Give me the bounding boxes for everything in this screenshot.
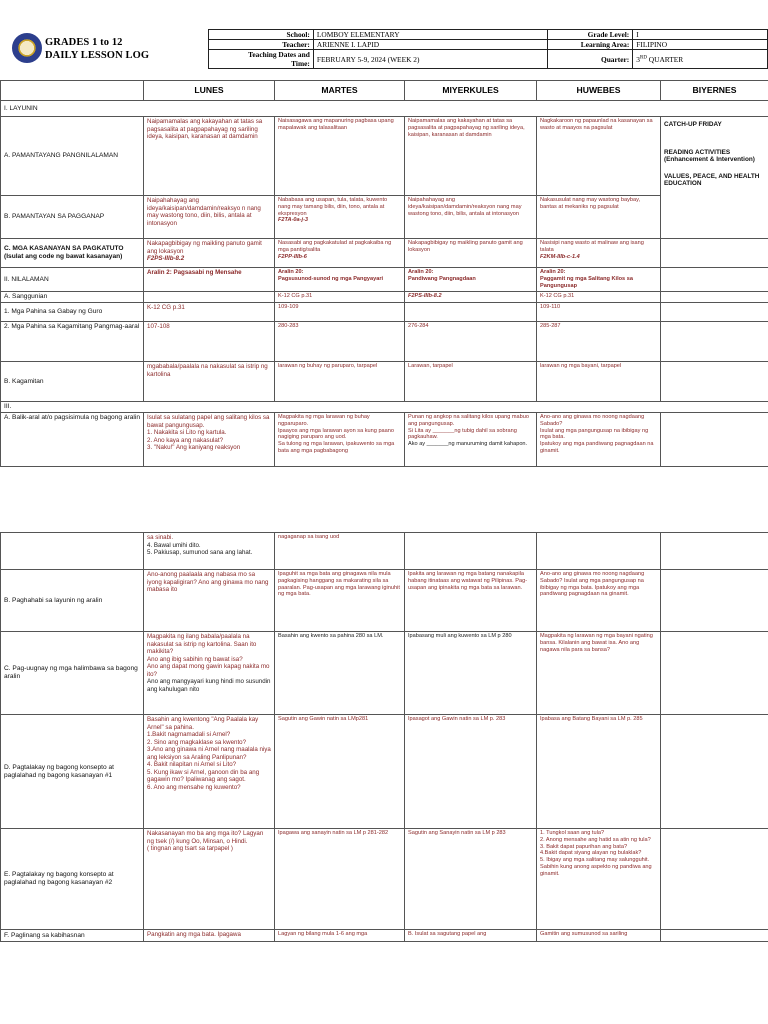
kagamitang-label: 2. Mga Pahina sa Kagamitang Pangmag-aaral	[1, 322, 144, 362]
pag-uugnay-martes: Basahin ang kwento sa pahina 280 sa LM.	[275, 632, 405, 715]
balik-martes-0: Magpakita ng mga larawan ng buhay ngparuparo.	[278, 414, 370, 427]
quarter-sup: RD	[639, 55, 647, 61]
c-lunes	[144, 239, 275, 268]
deped-seal-logo	[12, 33, 42, 63]
nilalaman-miyerkules-2: Pandiwang Pangnagdaan	[408, 275, 476, 282]
nilalaman-martes	[275, 268, 405, 292]
gabay-label: 1. Mga Pahina sa Gabay ng Guro	[1, 303, 144, 322]
a-miyerkules: Naipamamalas ang kakayahan at tatas sa pagsasalita at pagpapahayag ng sariling ideya, kaisipan, karanasan at damdamin	[405, 117, 537, 196]
paghahabi-martes: Ipaguhit sa mga bata ang ginagawa nila mula pagkagising hanggang sa makarating sila sa paaralan. Pag-usapan ang mga larawang iginuhit ng mga bata.	[275, 570, 405, 632]
pagtalakay-2-huwebes-4: 5. Ibigay ang mga salitang may salungguhit. Sabihin kung anong aspekto ng pandiwa ang ginamit.	[540, 857, 652, 877]
cont-lunes-1: 4. Bawal umihi dito.	[147, 541, 201, 549]
cont-lunes-2: 5. Pakiusap, sumunod sana ang lahat.	[147, 549, 253, 556]
gabay-miyerkules	[405, 303, 537, 322]
c-lunes-text: Nakapagbibigay ng maikling panuto gamit ang lokasyon	[147, 240, 262, 255]
school-label: School:	[209, 30, 314, 40]
pagtalakay-2-lunes	[144, 829, 275, 930]
kasanayan-label: C. MGA KASANAYAN SA PAGKATUTO (Isulat ang code ng bawat kasanayan)	[1, 239, 144, 268]
b-martes-text: Nababasa ang usapan, tula, talata, kuwento nang may tamang bilis, diin, tono, antala at ekspresyon	[278, 197, 388, 217]
cont-martes: nagaganap sa isang uod	[275, 533, 405, 570]
nilalaman-martes-1: Aralin 20:	[278, 269, 304, 275]
nilalaman-label: II. NILALAMAN	[1, 268, 144, 292]
pagtalakay-2-huwebes	[537, 829, 661, 930]
c-huwebes-code: F2KM-IIIb-c-1.4	[540, 253, 580, 260]
pagtalakay-1-lunes	[144, 715, 275, 829]
quarter-label: Quarter:	[548, 50, 633, 69]
pagtalakay-1-lunes-6: 6. Ano ang mensahe ng kuwento?	[147, 783, 241, 791]
gabay-huwebes: 109-110	[537, 303, 661, 322]
kagamitan-huwebes: larawan ng mga bayani, tarpapel	[537, 362, 661, 402]
kagamitan-label: B. Kagamitan	[1, 362, 144, 402]
pagtalakay-1-lunes-4: 4. Bakit nilapitan ni Arnel si Lito?	[147, 761, 237, 768]
nilalaman-miyerkules	[405, 268, 537, 292]
row-paghahabi	[1, 570, 768, 632]
pagtalakay-2-huwebes-0: 1. Tungkol saan ang tula?	[540, 830, 605, 836]
cont-huwebes	[537, 533, 661, 570]
row-sanggunian	[1, 292, 768, 303]
kagamitang-huwebes: 285-287	[537, 322, 661, 362]
title-line2: DAILY LESSON LOG	[45, 50, 150, 61]
sanggunian-martes: K-12 CG p.31	[275, 292, 405, 303]
fri-line4: VALUES, PEACE, AND HEALTH EDUCATION	[664, 172, 760, 187]
row-layunin	[1, 101, 768, 117]
balik-lunes-0: Isulat sa sulatang papel ang salitang kilos sa bawat pangungusap.	[147, 414, 270, 429]
lesson-table-2	[0, 532, 768, 942]
nilalaman-biyernes	[661, 268, 768, 292]
balik-lunes-1: 1. Nakakita si Lito ng kartula.	[147, 429, 227, 436]
grade-label: Grade Level:	[548, 30, 633, 40]
area-label: Learning Area:	[548, 40, 633, 50]
quarter-num: 3	[636, 54, 640, 64]
pagganap-label: B. PAMANTAYAN SA PAGGANAP	[1, 196, 144, 239]
gabay-lunes: K-12 CG p.31	[144, 303, 275, 322]
paglinang-label: F. Paglinang sa kabihasnan	[1, 930, 144, 942]
day-martes: MARTES	[275, 81, 405, 101]
row-pagtalakay-1	[1, 715, 768, 829]
fri-line1: CATCH-UP FRIDAY	[664, 121, 722, 128]
pagtalakay-2-martes: Ipagawa ang sanayin natin sa LM p 281-282	[275, 829, 405, 930]
paghahabi-huwebes: Ano-ano ang ginawa mo noong nagdaang Sabado? Isulat ang mga pangungusap na ibibigay ng mga bata. Ipatukoy ang mga pandiwang pagnagdaan na ginamit.	[537, 570, 661, 632]
iii-label: III.	[1, 402, 768, 413]
layunin-label: I. LAYUNIN	[1, 101, 768, 117]
kagamitan-martes: larawan ng buhay ng paruparo, tarpapel	[275, 362, 405, 402]
balik-martes-2: Sa tulong ng mga larawan, ipakuwento sa mga bata ang mga pagbabagong	[278, 441, 395, 454]
pag-uugnay-miyerkules: Ipabasang muli ang kuwento sa LM p 280	[405, 632, 537, 715]
pagtalakay-1-martes: Sagutin ang Gawin natin sa LMp281	[275, 715, 405, 829]
paglinang-martes: Lagyan ng bilang mula 1-6 ang mga	[275, 930, 405, 942]
day-lunes: LUNES	[144, 81, 275, 101]
nilalaman-miyerkules-1: Aralin 20:	[408, 269, 434, 275]
balik-lunes-3: 3. "Naku!" Ang kaniyang reaksyon	[147, 444, 241, 451]
b-martes-code: F2TA-0a-j-3	[278, 217, 309, 224]
title-line1: GRADES 1 to 12	[45, 37, 123, 48]
pagtalakay-1-label: D. Pagtalakay ng bagong konsepto at paglalahad ng bagong kasanayan #1	[1, 715, 144, 829]
quarter-value	[633, 50, 768, 69]
pagtalakay-1-lunes-5: 5. Kung ikaw si Arnel, ganoon din ba ang gagawin mo? Ipaliwanag ang sagot.	[147, 768, 260, 783]
paglinang-lunes: Pangkatin ang mga bata. Ipagawa	[144, 930, 275, 942]
row-paglinang	[1, 930, 768, 942]
a-lunes: Naipamamalas ang kakayahan at tatas sa pagsasalita at pagpapahayag ng sariling ideya, kaisipan, karanasan at damdamin	[144, 117, 275, 196]
balik-huwebes-0: Ano-ano ang ginawa mo noong nagdaang Sabado?	[540, 414, 645, 427]
pag-uugnay-lunes	[144, 632, 275, 715]
dates-label-1: Teaching Dates and	[248, 50, 310, 59]
c-biyernes	[661, 239, 768, 268]
row-pamantayang-pangnilalaman	[1, 117, 768, 196]
area-value: FILIPINO	[633, 40, 768, 50]
day-huwebes: HUWEBES	[537, 81, 661, 101]
teacher-value: ARIENNE I. LAPID	[313, 40, 548, 50]
balik-miyerkules	[405, 413, 537, 467]
sanggunian-biyernes	[661, 292, 768, 303]
paglinang-huwebes: Gamitin ang sumusunod sa sariling	[537, 930, 661, 942]
c-lunes-code: F2PS-IIIb-8.2	[147, 255, 185, 262]
row-balik-aral	[1, 413, 768, 467]
balik-martes	[275, 413, 405, 467]
balik-miyerkules-2: Ako ay _______ng manuruming damit kahapon.	[408, 441, 528, 448]
header-info-table	[208, 29, 768, 69]
pagtalakay-1-biyernes	[661, 715, 768, 829]
balik-huwebes	[537, 413, 661, 467]
balik-miyerkules-0: Punan ng angkop na salitang kilos upang mabuo ang pangungusap.	[408, 414, 529, 427]
day-miyerkules: MIYERKULES	[405, 81, 537, 101]
balik-biyernes	[661, 413, 768, 467]
day-biyernes: BIYERNES	[661, 81, 768, 101]
kagamitang-miyerkules: 276-284	[405, 322, 537, 362]
sanggunian-lunes	[144, 292, 275, 303]
school-value: LOMBOY ELEMENTARY	[313, 30, 548, 40]
gabay-martes: 109-109	[275, 303, 405, 322]
nilalaman-huwebes-2: Paggamit ng mga Salitang Kilos sa Pangungusap	[540, 275, 633, 289]
pagtalakay-2-huwebes-1: 2. Anong mensahe ang hatid sa atin ng tula?	[540, 836, 651, 843]
kagamitan-lunes: mgababala/paalala na nakasulat sa istrip ng kartolina	[144, 362, 275, 402]
dates-label	[209, 50, 314, 69]
corner-cell	[1, 81, 144, 101]
row-kagamitan	[1, 362, 768, 402]
row-nilalaman	[1, 268, 768, 292]
pag-uugnay-lunes-0: Magpakita ng ilang babala/paalala na nakasulat sa istrip ng kartolina. Saan ito makikita?	[147, 633, 257, 655]
cont-biyernes	[661, 533, 768, 570]
pag-uugnay-lunes-3: Ano ang mangyayari kung hindi mo susundin ang kahulugan nito	[147, 678, 271, 693]
pagtalakay-1-lunes-0: Basahin ang kwentong "Ang Paalala kay Arnel" sa pahina.	[147, 716, 259, 731]
pag-uugnay-lunes-1: Ano ang ibig sabihin ng bawat isa?	[147, 655, 243, 663]
pag-uugnay-biyernes	[661, 632, 768, 715]
b-martes	[275, 196, 405, 239]
pagtalakay-2-label: E. Pagtalakay ng bagong konsepto at paglalahad ng bagong kasanayan #2	[1, 829, 144, 930]
balik-martes-1: Ipaayos ang mga larawan ayon sa kung paano nagiging paruparo ang uod.	[278, 427, 394, 441]
cont-lunes	[144, 533, 275, 570]
cont-miyerkules	[405, 533, 537, 570]
pagtalakay-1-miyerkules: Ipasagot ang Gawin natin sa LM p. 283	[405, 715, 537, 829]
pagtalakay-1-lunes-2: 2. Sino ang magkaklase sa kwento?	[147, 738, 247, 746]
paghahabi-lunes: Ano-anong paalaala ang nabasa mo sa iyong kapaligiran? Ano ang ginawa mo nang mabasa ito	[144, 570, 275, 632]
c-martes	[275, 239, 405, 268]
pag-uugnay-label: C. Pag-uugnay ng mga halimbawa sa bagong aralin	[1, 632, 144, 715]
kagamitang-biyernes	[661, 322, 768, 362]
pag-uugnay-lunes-2: Ano ang dapat mong gawin kapag nakita mo ito?	[147, 663, 270, 678]
fri-line2: READING ACTIVITIES	[664, 148, 731, 156]
pagtalakay-2-huwebes-2: 3. Bakit dapat papurihan ang bata?	[540, 843, 628, 850]
c-huwebes	[537, 239, 661, 268]
lesson-table-1	[0, 80, 768, 467]
balik-label: A. Balik-aral at/o pagsisimula ng bagong aralin	[1, 413, 144, 467]
c-huwebes-text: Nasisipi nang wasto at malinaw ang isang talata	[540, 240, 644, 253]
pagtalakay-2-lunes-0: Nakasanayan mo ba ang mga ito? Lagyan ng tsek (/) kung Oo, Minsan, o Hindi.	[147, 830, 264, 845]
b-lunes: Naipahahayag ang ideya/kaisipan/damdamin/reaksyo n nang may wastong tono, diin, bilis, antala at intonasyon	[144, 196, 275, 239]
a-martes: Naisasagawa ang mapanuring pagbasa upang mapalawak ang talasalitaan	[275, 117, 405, 196]
nilalaman-huwebes-1: Aralin 20:	[540, 269, 566, 275]
gabay-biyernes	[661, 303, 768, 322]
row-iii	[1, 402, 768, 413]
row-pag-uugnay	[1, 632, 768, 715]
row-kasanayan	[1, 239, 768, 268]
c-miyerkules: Nakapagbibigay ng maikling panuto gamit ang lokasyon	[405, 239, 537, 268]
pangnilalaman-label: A. PAMANTAYANG PANGNILALAMAN	[1, 117, 144, 196]
balik-lunes	[144, 413, 275, 467]
pagtalakay-1-lunes-1: 1.Bakit nagmamadali si Arnel?	[147, 731, 231, 738]
cont-label	[1, 533, 144, 570]
kagamitang-lunes: 107-108	[144, 322, 275, 362]
row-pamantayan-sa-pagganap	[1, 196, 768, 239]
paghahabi-miyerkules: Ipakita ang larawan ng mga batang nanakapila habang itinataas ang watawat ng Pilipinas. Pag-usapan ang ipinakita ng mga bata sa larawan.	[405, 570, 537, 632]
header	[0, 0, 768, 80]
paghahabi-label: B. Paghahabi sa layunin ng aralin	[1, 570, 144, 632]
balik-huwebes-1: Isulat ang mga pangungusap na ibibigay ng mga bata.	[540, 427, 649, 441]
row-continuation	[1, 533, 768, 570]
kagamitan-biyernes	[661, 362, 768, 402]
pagtalakay-1-lunes-3: 3.Ano ang ginawa ni Arnel nang maalala niya ang leksiyon sa Araling Panlipunan?	[147, 746, 271, 761]
dates-value: FEBRUARY 5-9, 2024 (WEEK 2)	[313, 50, 548, 69]
cont-lunes-0: sa sinabi.	[147, 534, 174, 541]
pagtalakay-2-lunes-1: ( tingnan ang tsart sa tarpapel )	[147, 845, 233, 852]
balik-lunes-2: 2. Ano kaya ang nakasulat?	[147, 436, 224, 444]
dates-label-2: Time:	[291, 59, 310, 68]
b-huwebes: Nakasusulat nang may wastong baybay, bantas at mekaniks ng pagsulat	[537, 196, 661, 239]
kagamitan-miyerkules: Larawan, tarpapel	[405, 362, 537, 402]
balik-huwebes-2: Ipatukoy ang mga pandiwang pagnagdaan na ginamit.	[540, 441, 654, 454]
day-header-row	[1, 81, 768, 101]
kagamitang-martes: 280-283	[275, 322, 405, 362]
pagtalakay-2-biyernes	[661, 829, 768, 930]
pag-uugnay-huwebes: Magpakita ng larawan ng mga bayani ngating bansa. Kilalanin ang bawat isa. Ano ang nagawa nila para sa bansa?	[537, 632, 661, 715]
quarter-word: QUARTER	[646, 54, 684, 64]
balik-miyerkules-1: Si Lita ay _______ng tubig dahil sa sobrang pagkauhaw.	[408, 427, 517, 441]
c-martes-code: F2PP-IIIb-6	[278, 253, 307, 260]
nilalaman-huwebes	[537, 268, 661, 292]
c-martes-text: Nasasabi ang pagkakatulad at pagkakaiba ng mga pantig/salita	[278, 240, 392, 253]
teacher-label: Teacher:	[209, 40, 314, 50]
a-huwebes: Nagkakaroon ng papaunlad na kasanayan sa wasto at maayos na pagsulat	[537, 117, 661, 196]
pagtalakay-2-miyerkules: Sagutin ang Sanayin natin sa LM p 283	[405, 829, 537, 930]
sanggunian-miyerkules: F2PS-IIIb-8.2	[405, 292, 537, 303]
row-gabay-guro	[1, 303, 768, 322]
paglinang-miyerkules: B. Isulat sa sagutang papel ang	[405, 930, 537, 942]
paghahabi-biyernes	[661, 570, 768, 632]
row-kagamitang-pangmag-aaral	[1, 322, 768, 362]
sanggunian-huwebes: K-12 CG p.31	[537, 292, 661, 303]
pagtalakay-1-huwebes: Ipabasa ang Batang Bayani sa LM p. 285	[537, 715, 661, 829]
sanggunian-label: A. Sanggunian	[1, 292, 144, 303]
nilalaman-lunes: Aralin 2: Pagsasabi ng Mensahe	[144, 268, 275, 292]
paglinang-biyernes	[661, 930, 768, 942]
biyernes-catch-up	[661, 117, 768, 239]
row-pagtalakay-2	[1, 829, 768, 930]
grade-value: I	[633, 30, 768, 40]
b-miyerkules: Naipahahayag ang ideya/kaisipan/damdamin/reaksyon nang may wastong tono, diin, bilis, antala at intonasyon	[405, 196, 537, 239]
pagtalakay-2-huwebes-3: 4.Bakit dapat siyang alayan ng bulaklak?	[540, 850, 642, 857]
fri-line3: (Enhancement & Intervention)	[664, 156, 755, 163]
log-title	[45, 36, 149, 62]
nilalaman-martes-2: Pagsusunod-sunod ng mga Pangyayari	[278, 275, 384, 282]
